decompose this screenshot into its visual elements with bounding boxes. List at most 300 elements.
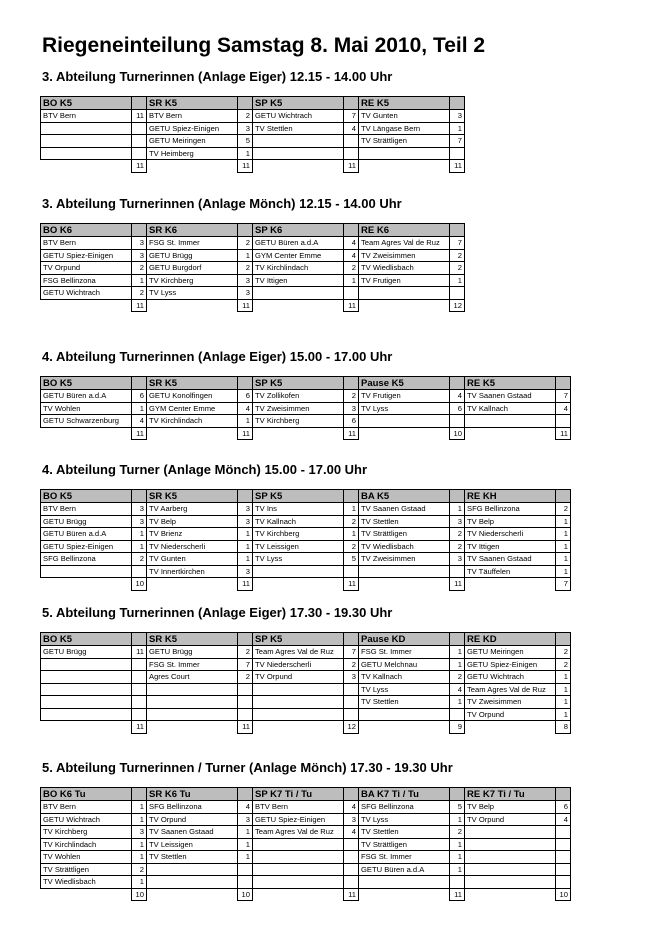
athlete-count: 2 — [450, 540, 465, 553]
table-row — [41, 838, 571, 851]
group-header: RE K7 Ti / Tu — [465, 788, 556, 801]
club-name: TV Strättligen — [41, 863, 132, 876]
club-name: TV Gunten — [359, 110, 450, 123]
club-name: TV Zweisimmen — [359, 553, 450, 566]
group-header-count — [556, 788, 571, 801]
athlete-count — [450, 565, 465, 578]
athlete-count: 11 — [132, 646, 147, 659]
group-total: 11 — [344, 888, 359, 901]
club-name — [359, 147, 450, 160]
table-header-row — [41, 97, 465, 110]
club-name: FSG St. Immer — [359, 851, 450, 864]
club-name — [147, 696, 238, 709]
club-name: Agres Court — [147, 671, 238, 684]
club-name — [253, 863, 344, 876]
club-name: GETU Büren a.d.A — [41, 390, 132, 403]
group-header-count — [132, 490, 147, 503]
club-name: TV Zweisimmen — [359, 249, 450, 262]
club-name: TV Orpund — [147, 813, 238, 826]
club-name: Team Agres Val de Ruz — [253, 826, 344, 839]
club-name: TV Kirchlindach — [41, 838, 132, 851]
athlete-count: 1 — [132, 876, 147, 889]
total-spacer — [465, 427, 556, 440]
group-header-count — [450, 377, 465, 390]
athlete-count: 2 — [238, 237, 253, 250]
group-header: SP K5 — [253, 377, 344, 390]
club-name — [253, 287, 344, 300]
club-name — [359, 565, 450, 578]
total-spacer — [147, 160, 238, 173]
club-name: TV Stettlen — [253, 122, 344, 135]
club-name: GETU Büren a.d.A — [41, 528, 132, 541]
athlete-count: 2 — [238, 646, 253, 659]
club-name: TV Innertkirchen — [147, 565, 238, 578]
athlete-count: 1 — [450, 274, 465, 287]
table-row — [41, 826, 571, 839]
group-total: 11 — [238, 427, 253, 440]
club-name: TV Lyss — [359, 683, 450, 696]
athlete-count: 1 — [450, 813, 465, 826]
athlete-count — [556, 863, 571, 876]
club-name: BTV Bern — [41, 237, 132, 250]
club-name: FSG Bellinzona — [41, 274, 132, 287]
group-header: RE KH — [465, 490, 556, 503]
section-title: 4. Abteilung Turnerinnen (Anlage Eiger) 15.00 - 17.00 Uhr — [42, 349, 393, 364]
total-spacer — [465, 578, 556, 591]
group-total: 9 — [450, 721, 465, 734]
group-header: SR K6 — [147, 224, 238, 237]
table-header-row — [41, 490, 571, 503]
total-spacer — [359, 888, 450, 901]
group-header-count — [344, 490, 359, 503]
athlete-count — [344, 683, 359, 696]
club-name: TV Wohlen — [41, 851, 132, 864]
club-name: TV Frutigen — [359, 390, 450, 403]
club-name: TV Niederscherli — [465, 528, 556, 541]
group-header-count — [132, 788, 147, 801]
club-name: TV Zollikofen — [253, 390, 344, 403]
club-name: Team Agres Val de Ruz — [359, 237, 450, 250]
athlete-count: 1 — [238, 540, 253, 553]
athlete-count: 4 — [450, 390, 465, 403]
club-name: FSG St. Immer — [359, 646, 450, 659]
athlete-count: 1 — [238, 249, 253, 262]
athlete-count — [132, 708, 147, 721]
group-header: BO K5 — [41, 633, 132, 646]
group-total: 11 — [132, 427, 147, 440]
club-name: TV Orpund — [465, 813, 556, 826]
club-name: TV Belp — [465, 801, 556, 814]
total-spacer — [359, 427, 450, 440]
club-name: TV Kirchberg — [253, 415, 344, 428]
table-row — [41, 671, 571, 684]
club-name — [41, 696, 132, 709]
club-name — [41, 135, 132, 148]
athlete-count: 4 — [450, 683, 465, 696]
athlete-count: 2 — [238, 671, 253, 684]
athlete-count — [344, 147, 359, 160]
athlete-count — [556, 876, 571, 889]
athlete-count: 2 — [556, 503, 571, 516]
group-header-count — [132, 633, 147, 646]
group-header-count — [344, 633, 359, 646]
club-name: GETU Wichtrach — [253, 110, 344, 123]
athlete-count: 1 — [556, 683, 571, 696]
club-name: GETU Meiringen — [465, 646, 556, 659]
athlete-count: 1 — [556, 540, 571, 553]
club-name: TV Niederscherli — [147, 540, 238, 553]
athlete-count: 3 — [450, 110, 465, 123]
total-spacer — [147, 299, 238, 312]
athlete-count: 1 — [450, 646, 465, 659]
table-row — [41, 851, 571, 864]
group-table — [40, 223, 465, 312]
club-name — [465, 863, 556, 876]
group-total: 12 — [344, 721, 359, 734]
athlete-count: 3 — [238, 122, 253, 135]
table-row — [41, 287, 465, 300]
page-title: Riegeneinteilung Samstag 8. Mai 2010, Teil 2 — [42, 34, 486, 57]
athlete-count — [344, 851, 359, 864]
table-row — [41, 237, 465, 250]
athlete-count: 4 — [556, 402, 571, 415]
club-name: BTV Bern — [147, 110, 238, 123]
group-header-count — [132, 377, 147, 390]
group-header: Pause K5 — [359, 377, 450, 390]
club-name: TV Lyss — [147, 287, 238, 300]
athlete-count — [344, 565, 359, 578]
club-name: TV Orpund — [465, 708, 556, 721]
group-total: 10 — [132, 578, 147, 591]
section-title: 5. Abteilung Turnerinnen (Anlage Eiger) 17.30 - 19.30 Uhr — [42, 605, 393, 620]
club-name: TV Saanen Gstaad — [465, 390, 556, 403]
group-table — [40, 787, 571, 901]
athlete-count: 2 — [556, 646, 571, 659]
club-name: GETU Brügg — [41, 646, 132, 659]
athlete-count: 1 — [344, 528, 359, 541]
group-total: 11 — [344, 299, 359, 312]
athlete-count: 1 — [238, 147, 253, 160]
total-spacer — [147, 721, 238, 734]
club-name — [147, 708, 238, 721]
club-name: TV Gunten — [147, 553, 238, 566]
club-name — [147, 876, 238, 889]
section-title: 5. Abteilung Turnerinnen / Turner (Anlage Mönch) 17.30 - 19.30 Uhr — [42, 760, 453, 775]
athlete-count: 7 — [450, 135, 465, 148]
athlete-count: 3 — [132, 826, 147, 839]
athlete-count: 1 — [450, 122, 465, 135]
athlete-count — [344, 287, 359, 300]
group-total: 11 — [344, 578, 359, 591]
group-header: BO K5 — [41, 97, 132, 110]
table-row — [41, 646, 571, 659]
table-row — [41, 274, 465, 287]
total-spacer — [41, 721, 132, 734]
athlete-count: 2 — [344, 262, 359, 275]
athlete-count: 2 — [450, 671, 465, 684]
group-header-count — [132, 224, 147, 237]
athlete-count: 1 — [238, 838, 253, 851]
group-header-count — [344, 377, 359, 390]
athlete-count — [238, 683, 253, 696]
total-spacer — [359, 578, 450, 591]
table-row — [41, 801, 571, 814]
club-name — [465, 826, 556, 839]
table-row — [41, 515, 571, 528]
club-name: TV Kirchberg — [147, 274, 238, 287]
athlete-count: 1 — [132, 801, 147, 814]
club-name: TV Kallnach — [465, 402, 556, 415]
group-header: RE KD — [465, 633, 556, 646]
club-name: TV Kirchlindach — [147, 415, 238, 428]
athlete-count: 1 — [132, 838, 147, 851]
club-name: GETU Wichtrach — [41, 287, 132, 300]
athlete-count: 4 — [344, 237, 359, 250]
club-name: GETU Burgdorf — [147, 262, 238, 275]
club-name: TV Orpund — [41, 262, 132, 275]
athlete-count — [238, 696, 253, 709]
athlete-count: 1 — [344, 274, 359, 287]
athlete-count: 6 — [556, 801, 571, 814]
club-name: TV Stettlen — [359, 696, 450, 709]
athlete-count: 2 — [132, 262, 147, 275]
athlete-count: 1 — [450, 658, 465, 671]
club-name — [359, 287, 450, 300]
club-name — [465, 851, 556, 864]
club-name — [359, 708, 450, 721]
athlete-count: 1 — [556, 708, 571, 721]
club-name: TV Stettlen — [359, 826, 450, 839]
athlete-count — [556, 838, 571, 851]
group-header: SP K7 Ti / Tu — [253, 788, 344, 801]
club-name — [359, 415, 450, 428]
club-name — [41, 147, 132, 160]
total-spacer — [41, 578, 132, 591]
club-name: TV Zweisimmen — [465, 696, 556, 709]
group-header-count — [238, 224, 253, 237]
section-title: 3. Abteilung Turnerinnen (Anlage Mönch) 12.15 - 14.00 Uhr — [42, 196, 402, 211]
athlete-count — [344, 696, 359, 709]
athlete-count: 3 — [238, 565, 253, 578]
total-spacer — [147, 578, 238, 591]
club-name — [41, 122, 132, 135]
club-name: GETU Büren a.d.A — [253, 237, 344, 250]
athlete-count: 1 — [556, 515, 571, 528]
club-name: TV Wiedlisbach — [41, 876, 132, 889]
group-header-count — [132, 97, 147, 110]
club-name — [253, 696, 344, 709]
athlete-count: 1 — [556, 671, 571, 684]
club-name: TV Stettlen — [359, 515, 450, 528]
athlete-count: 2 — [132, 287, 147, 300]
athlete-count — [132, 658, 147, 671]
athlete-count — [450, 876, 465, 889]
club-name: TV Leissigen — [253, 540, 344, 553]
club-name — [147, 683, 238, 696]
athlete-count: 1 — [450, 696, 465, 709]
athlete-count: 2 — [450, 826, 465, 839]
club-name — [41, 565, 132, 578]
athlete-count: 3 — [450, 515, 465, 528]
club-name: GETU Konolfingen — [147, 390, 238, 403]
athlete-count: 3 — [450, 553, 465, 566]
table-row — [41, 553, 571, 566]
group-header-count — [450, 490, 465, 503]
club-name — [465, 415, 556, 428]
group-header: RE K5 — [465, 377, 556, 390]
athlete-count: 3 — [238, 813, 253, 826]
group-total: 11 — [132, 299, 147, 312]
total-row — [41, 721, 571, 734]
athlete-count — [344, 838, 359, 851]
club-name: BTV Bern — [41, 503, 132, 516]
athlete-count: 1 — [556, 528, 571, 541]
table-row — [41, 262, 465, 275]
club-name: TV Brienz — [147, 528, 238, 541]
group-total: 7 — [556, 578, 571, 591]
group-table — [40, 96, 465, 173]
club-name: FSG St. Immer — [147, 237, 238, 250]
group-total: 11 — [238, 578, 253, 591]
table-row — [41, 122, 465, 135]
athlete-count: 4 — [344, 122, 359, 135]
group-total: 11 — [556, 427, 571, 440]
table-row — [41, 683, 571, 696]
athlete-count — [344, 135, 359, 148]
section-title: 3. Abteilung Turnerinnen (Anlage Eiger) 12.15 - 14.00 Uhr — [42, 69, 393, 84]
athlete-count — [450, 287, 465, 300]
athlete-count: 1 — [450, 851, 465, 864]
total-row — [41, 427, 571, 440]
athlete-count: 1 — [238, 528, 253, 541]
group-header-count — [450, 224, 465, 237]
athlete-count — [238, 876, 253, 889]
athlete-count: 1 — [132, 402, 147, 415]
athlete-count: 5 — [238, 135, 253, 148]
club-name — [465, 876, 556, 889]
group-header-count — [556, 377, 571, 390]
group-header-count — [238, 490, 253, 503]
total-spacer — [41, 299, 132, 312]
club-name: TV Strättligen — [359, 838, 450, 851]
club-name: Team Agres Val de Ruz — [465, 683, 556, 696]
athlete-count: 4 — [556, 813, 571, 826]
athlete-count: 1 — [238, 826, 253, 839]
group-header: SP K5 — [253, 490, 344, 503]
club-name — [147, 863, 238, 876]
athlete-count: 7 — [344, 646, 359, 659]
club-name: TV Kirchlindach — [253, 262, 344, 275]
group-header: Pause KD — [359, 633, 450, 646]
group-header: BO K5 — [41, 377, 132, 390]
club-name: TV Kirchberg — [41, 826, 132, 839]
club-name: GETU Spiez-Einigen — [465, 658, 556, 671]
club-name — [253, 708, 344, 721]
total-spacer — [465, 888, 556, 901]
club-name: TV Lyss — [359, 402, 450, 415]
athlete-count: 7 — [556, 390, 571, 403]
total-spacer — [359, 160, 450, 173]
table-row — [41, 147, 465, 160]
group-header: SR K5 — [147, 633, 238, 646]
group-total: 11 — [450, 160, 465, 173]
club-name: TV Zweisimmen — [253, 402, 344, 415]
athlete-count — [556, 415, 571, 428]
club-name — [41, 671, 132, 684]
club-name: TV Ins — [253, 503, 344, 516]
club-name: GETU Brügg — [147, 249, 238, 262]
athlete-count: 4 — [344, 249, 359, 262]
total-spacer — [253, 427, 344, 440]
group-table — [40, 489, 571, 591]
club-name: TV Saanen Gstaad — [147, 826, 238, 839]
club-name: GETU Spiez-Einigen — [41, 540, 132, 553]
club-name: TV Kallnach — [359, 671, 450, 684]
athlete-count — [556, 826, 571, 839]
athlete-count: 2 — [238, 110, 253, 123]
athlete-count: 3 — [132, 249, 147, 262]
group-header-count — [238, 377, 253, 390]
athlete-count — [344, 863, 359, 876]
total-spacer — [359, 721, 450, 734]
club-name — [41, 683, 132, 696]
table-row — [41, 876, 571, 889]
athlete-count: 3 — [344, 402, 359, 415]
group-header: SP K5 — [253, 633, 344, 646]
club-name: TV Belp — [147, 515, 238, 528]
club-name: TV Frutigen — [359, 274, 450, 287]
group-total: 11 — [238, 299, 253, 312]
athlete-count: 2 — [344, 515, 359, 528]
athlete-count: 4 — [344, 801, 359, 814]
athlete-count: 1 — [450, 503, 465, 516]
total-spacer — [147, 888, 238, 901]
total-spacer — [465, 721, 556, 734]
athlete-count: 3 — [132, 515, 147, 528]
group-total: 11 — [238, 160, 253, 173]
athlete-count: 1 — [556, 553, 571, 566]
club-name: SFG Bellinzona — [147, 801, 238, 814]
total-spacer — [253, 888, 344, 901]
club-name: TV Wiedlisbach — [359, 262, 450, 275]
club-name: TV Strättligen — [359, 528, 450, 541]
total-spacer — [41, 427, 132, 440]
club-name: GETU Brügg — [147, 646, 238, 659]
club-name: GETU Spiez-Einigen — [253, 813, 344, 826]
group-header-count — [450, 97, 465, 110]
table-row — [41, 528, 571, 541]
athlete-count — [450, 415, 465, 428]
total-row — [41, 578, 571, 591]
athlete-count: 3 — [344, 671, 359, 684]
athlete-count: 3 — [238, 287, 253, 300]
athlete-count — [132, 683, 147, 696]
club-name — [359, 876, 450, 889]
athlete-count: 11 — [132, 110, 147, 123]
athlete-count: 3 — [238, 274, 253, 287]
athlete-count: 3 — [132, 237, 147, 250]
table-header-row — [41, 633, 571, 646]
group-total: 11 — [132, 721, 147, 734]
group-header: SR K5 — [147, 97, 238, 110]
athlete-count: 2 — [344, 390, 359, 403]
group-header: RE K5 — [359, 97, 450, 110]
table-row — [41, 658, 571, 671]
club-name — [253, 876, 344, 889]
club-name: TV Orpund — [253, 671, 344, 684]
club-name: TV Lyss — [253, 553, 344, 566]
group-header-count — [344, 788, 359, 801]
